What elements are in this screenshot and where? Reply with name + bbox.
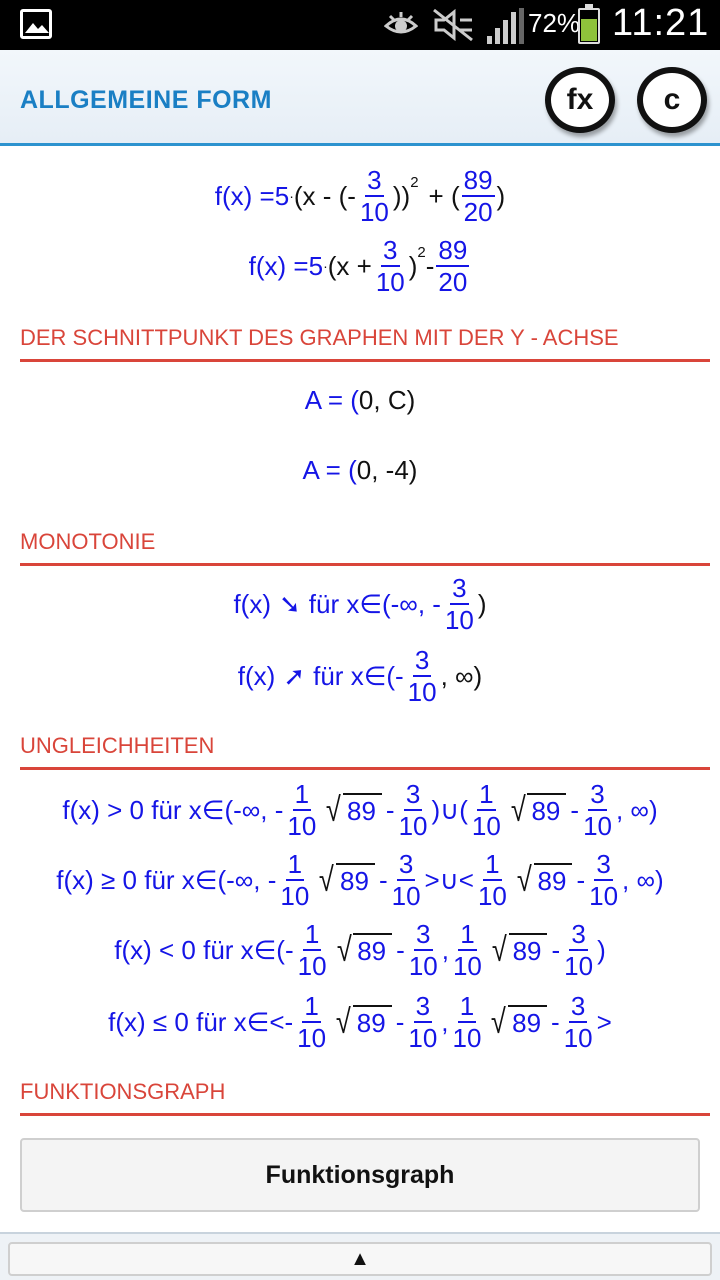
vertex-form-line-2: f(x) = 5 · (x + $\frac{3}{10}$ ) 2 - $\frac{89}{20}$ [248, 235, 468, 297]
fraction: $\frac{3}{10}$ [563, 991, 593, 1053]
fraction: $\frac{1}{10}$ [471, 779, 501, 841]
fraction: $\frac{89}{20}$ [463, 165, 493, 227]
vertex-form-line-1: f(x) = 5 · (x - (- $\frac{3}{10}$ )) 2 + ( $\frac{89}{20}$ ) [214, 165, 506, 227]
fraction: $\frac{3}{10}$ [398, 779, 428, 841]
fraction: $\frac{1}{10}$ [287, 779, 317, 841]
section-heading-monotonie: MONOTONIE [20, 526, 710, 566]
square-root: √ 89 [317, 863, 375, 897]
status-bar [0, 0, 720, 50]
funktionsgraph-button[interactable]: Funktionsgraph [20, 1138, 700, 1212]
square-root: √ 89 [334, 1005, 392, 1039]
fraction: $\frac{3}{10}$ [391, 849, 421, 911]
square-root: √ 89 [489, 1005, 547, 1039]
fraction: $\frac{89}{20}$ [438, 235, 468, 297]
fraction: $\frac{3}{10}$ [408, 991, 438, 1053]
clock: 11:21 [612, 2, 710, 44]
fraction: $\frac{1}{10}$ [477, 849, 507, 911]
inequality-less-equal: f(x) ≤ 0 für x∈<- $\frac{1}{10}$ √ 89 - $\frac{3}{10}$ , $\frac{1}{10}$ √ 89 - $\frac{3}{10}$ > [108, 991, 612, 1053]
function-input-button[interactable] [545, 67, 615, 133]
page-title: ALLGEMEINE FORM [20, 86, 272, 114]
fraction: $\frac{1}{10}$ [297, 991, 327, 1053]
battery-percentage: 72% [528, 8, 581, 38]
fraction: $\frac{3}{10}$ [589, 849, 619, 911]
smart-stay-eye-icon [384, 10, 418, 40]
fraction: $\frac{1}{10}$ [452, 919, 482, 981]
square-root: √ 89 [324, 793, 382, 827]
battery-icon [578, 8, 600, 44]
fraction: $\frac{3}{10}$ [375, 235, 405, 297]
fx-icon: fx [566, 83, 594, 116]
section-heading-y-intercept: DER SCHNITTPUNKT DES GRAPHEN MIT DER Y - ACHSE [20, 322, 710, 362]
monotonie-increasing: f(x) ➚ für x∈(- $\frac{3}{10}$ , ∞) [237, 645, 483, 707]
triangle-up-icon: ▲ [350, 1247, 370, 1270]
gallery-notification-icon [20, 9, 52, 39]
clear-button[interactable] [637, 67, 707, 133]
fraction: $\frac{3}{10}$ [407, 645, 437, 707]
increasing-arrow-icon: ➚ [283, 660, 306, 691]
fraction: $\frac{1}{10}$ [297, 919, 327, 981]
fraction: $\frac{3}{10}$ [444, 573, 474, 635]
inequality-greater-equal: f(x) ≥ 0 für x∈(-∞, - $\frac{1}{10}$ √ 89 - $\frac{3}{10}$ >∪< $\frac{1}{10}$ √ 89 - $\frac{3}{10}$ , ∞) [56, 849, 664, 911]
signal-strength-icon [487, 8, 525, 44]
bottom-bar [0, 1232, 720, 1280]
y-intercept-value: A = ( 0, -4 ) [302, 454, 418, 485]
inequality-less: f(x) < 0 für x∈(- $\frac{1}{10}$ √ 89 - $\frac{3}{10}$ , $\frac{1}{10}$ √ 89 - $\frac{3}{10}$ ) [114, 919, 606, 981]
inequality-greater: f(x) > 0 für x∈(-∞, - $\frac{1}{10}$ √ 89 - $\frac{3}{10}$ )∪( $\frac{1}{10}$ √ 89 - $\frac{3}{10}$ , ∞) [62, 779, 658, 841]
fraction: $\frac{3}{10}$ [408, 919, 438, 981]
square-root: √ 89 [335, 933, 393, 967]
collapse-toggle-button[interactable] [8, 1242, 712, 1276]
section-heading-funktionsgraph: FUNKTIONSGRAPH [20, 1076, 710, 1116]
fraction: $\frac{3}{10}$ [564, 919, 594, 981]
app-header [0, 50, 720, 146]
square-root: √ 89 [515, 863, 573, 897]
fraction: $\frac{1}{10}$ [280, 849, 310, 911]
mute-icon [432, 8, 476, 42]
square-root: √ 89 [490, 933, 548, 967]
fraction: $\frac{1}{10}$ [452, 991, 482, 1053]
monotonie-decreasing: f(x) ➘ für x∈(-∞, - $\frac{3}{10}$ ) [233, 573, 487, 635]
c-icon: c [663, 83, 681, 116]
section-heading-ungleichheiten: UNGLEICHHEITEN [20, 730, 710, 770]
square-root: √ 89 [509, 793, 567, 827]
decreasing-arrow-icon: ➘ [278, 588, 301, 619]
fraction: $\frac{3}{10}$ [583, 779, 612, 841]
y-intercept-general: A = ( 0, C ) [304, 384, 416, 415]
fraction: $\frac{3}{10}$ [359, 165, 389, 227]
